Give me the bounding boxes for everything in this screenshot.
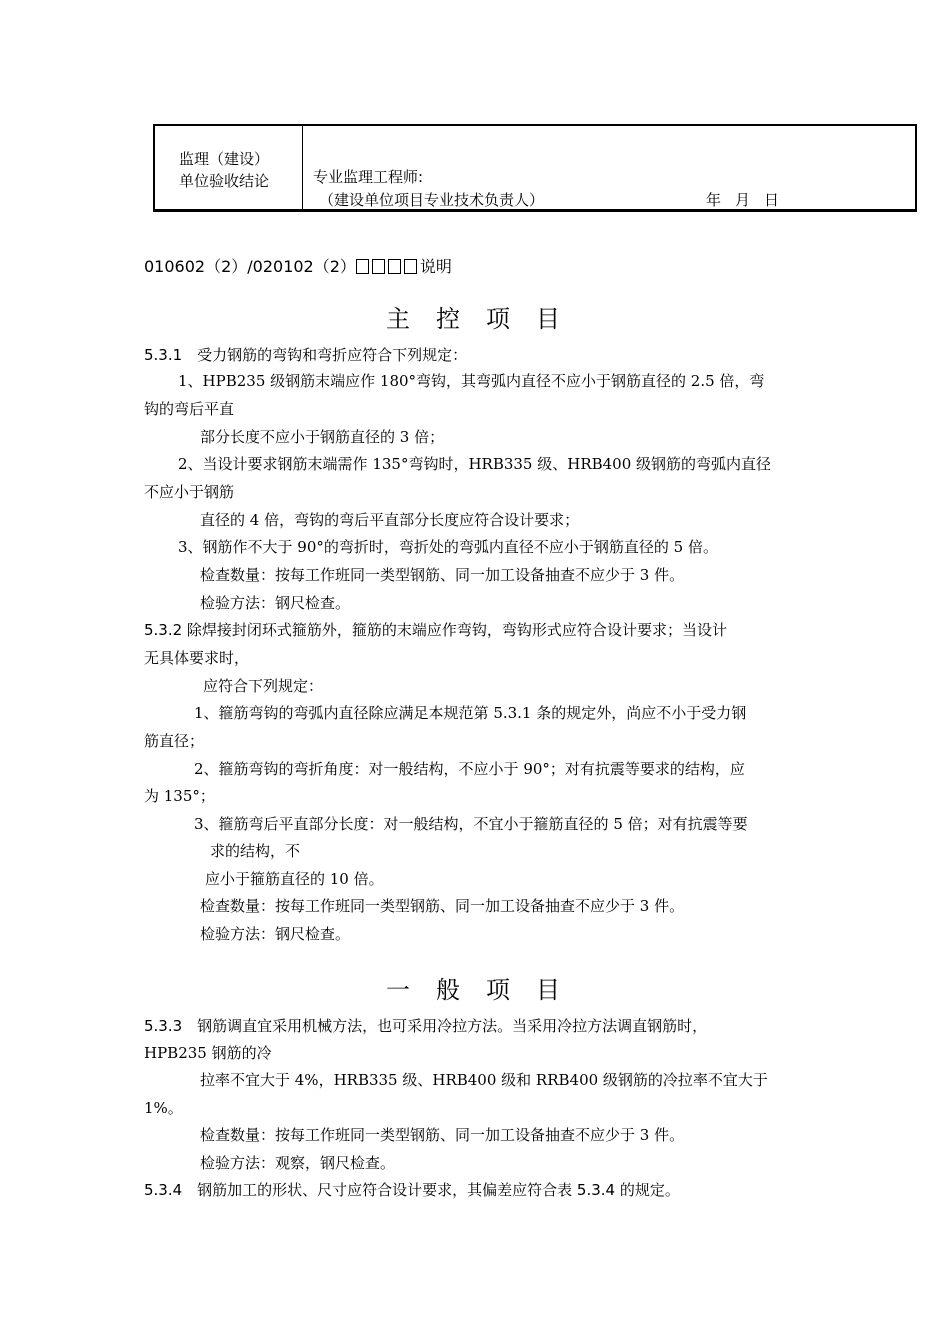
label-line-2: 单位验收结论: [179, 172, 270, 190]
line-532-3b: 求的结构，不: [210, 842, 301, 860]
heading-general-items: 一般项目: [386, 976, 586, 1004]
line-531-2a: 2、当设计要求钢筋末端需作 135°弯钩时，HRB335 级、HRB400 级钢筋的弯弧内直径: [178, 455, 772, 473]
month-label: 月: [735, 191, 751, 209]
doc-code-suffix: 说明: [419, 257, 452, 276]
line-533c: 拉率不宜大于 4%，HRB335 级、HRB400 级和 RRB400 级钢筋的冷拉率不宜大于: [200, 1071, 768, 1089]
line-531-1a: 1、HPB235 级钢筋末端应作 180°弯钩，其弯弧内直径不应小于钢筋直径的 2.5 倍，弯: [178, 372, 765, 390]
line-531-3: 3、钢筋作不大于 90°的弯折时，弯折处的弯弧内直径不应小于钢筋直径的 5 倍。: [178, 538, 718, 556]
line-531-2c: 直径的 4 倍，弯钩的弯后平直部分长度应符合设计要求；: [200, 511, 580, 529]
table-label-cell: [155, 126, 303, 209]
line-532c: 应符合下列规定：: [203, 677, 324, 695]
line-532-1a: 1、箍筋弯钩的弯弧内直径除应满足本规范第 5.3.1 条的规定外，尚应不小于受力钢: [194, 704, 747, 722]
line-532-2a: 2、箍筋弯钩的弯折角度：对一般结构，不应小于 90°；对有抗震等要求的结构，应: [194, 760, 745, 778]
line-532-2b: 为 135°；: [144, 787, 215, 805]
line-532-check-method: 检验方法：钢尺检查。: [200, 925, 351, 943]
line-532-1b: 筋直径；: [144, 732, 205, 750]
line-531: 5.3.1 受力钢筋的弯钩和弯折应符合下列规定：: [144, 346, 468, 364]
document-code: [144, 257, 452, 277]
line-532a: 5.3.2 除焊接封闭环式箍筋外，箍筋的末端应作弯钩，弯钩形式应符合设计要求；当设计: [144, 621, 727, 639]
date-field: [706, 189, 793, 210]
year-label: 年: [706, 191, 722, 209]
line-532b: 无具体要求时，: [144, 649, 250, 667]
box-glyph: [388, 259, 401, 274]
line-532-3c: 应小于箍筋直径的 10 倍。: [205, 870, 384, 888]
owner-representative: （建设单位项目专业技术负责人）: [319, 191, 545, 209]
line-532-3a: 3、箍筋弯后平直部分长度：对一般结构，不宜小于箍筋直径的 5 倍；对有抗震等要: [194, 815, 748, 833]
box-glyph: [372, 259, 385, 274]
line-533-check-qty: 检查数量：按每工作班同一类型钢筋、同一加工设备抽查不应少于 3 件。: [200, 1126, 685, 1144]
day-label: 日: [764, 191, 780, 209]
line-532-check-qty: 检查数量：按每工作班同一类型钢筋、同一加工设备抽查不应少于 3 件。: [200, 897, 685, 915]
line-531-check-method: 检验方法：钢尺检查。: [200, 594, 351, 612]
heading-main-items: 主控项目: [386, 305, 586, 333]
line-534: 5.3.4 钢筋加工的形状、尺寸应符合设计要求，其偏差应符合表 5.3.4 的规定。: [144, 1181, 680, 1199]
doc-code-text: 010602（2）/020102（2）: [144, 257, 356, 276]
box-glyph: [356, 259, 369, 274]
line-533d: 1%。: [144, 1099, 183, 1117]
acceptance-table: [153, 124, 917, 212]
line-531-check-qty: 检查数量：按每工作班同一类型钢筋、同一加工设备抽查不应少于 3 件。: [200, 566, 685, 584]
line-533-check-method: 检验方法：观察，钢尺检查。: [200, 1154, 396, 1172]
table-content-cell: [303, 126, 915, 209]
line-533b: HPB235 钢筋的冷: [144, 1044, 272, 1062]
box-glyph: [404, 259, 417, 274]
line-531-2b: 不应小于钢筋: [144, 483, 235, 501]
label-line-1: 监理（建设）: [179, 150, 270, 168]
engineer-signature: 专业监理工程师:: [313, 168, 424, 186]
line-533a: 5.3.3 钢筋调直宜采用机械方法，也可采用冷拉方法。当采用冷拉方法调直钢筋时，: [144, 1017, 708, 1035]
line-531-1b: 钩的弯后平直: [144, 400, 235, 418]
line-531-1c: 部分长度不应小于钢筋直径的 3 倍；: [200, 428, 445, 446]
